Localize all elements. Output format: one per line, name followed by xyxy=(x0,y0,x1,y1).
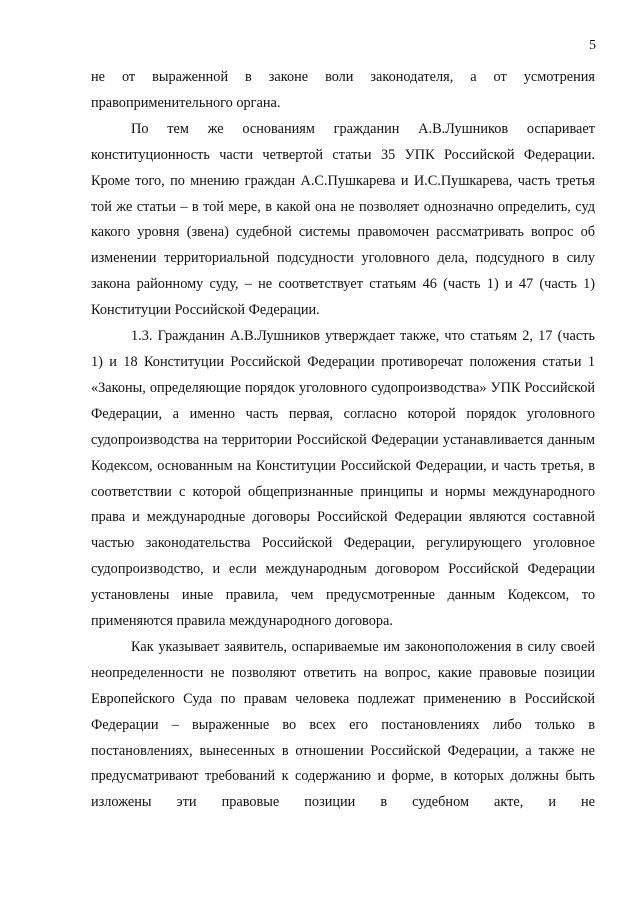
paragraph-lushnikov-article-35: По тем же основаниям гражданин А.В.Лушников оспаривает конституционность части четвертой статьи 35 УПК Российской Федерации. Кроме того, по мнению граждан А.С.Пушкарева и И.С.Пушкарева, часть третья той же статьи – в той мере, в какой она не позволяет однозначно определить, суд какого уровня (звена) судебной системы правомочен рассматривать вопрос об изменении территориальной подсудности уголовного дела, подсудного в силу закона районному суду, – не соответствует статьям 46 (часть 1) и 47 (часть 1) Конституции Российской Федерации. xyxy=(91,120,595,319)
page-number: 5 xyxy=(589,38,596,53)
paragraph-continuation: не от выраженной в законе воли законодателя, а от усмотрения правоприменительного органа. xyxy=(91,69,595,111)
paragraph-1-3: 1.3. Гражданин А.В.Лушников утверждает также, что статьям 2, 17 (часть 1) и 18 Конституции Российской Федерации противоречат положения статьи 1 «Законы, определяющие порядок уголовного судопроизводства» УПК Российской Федерации, а именно часть первая, согласно которой порядок уголовного судопроизводства на территории Российской Федерации устанавливается данным Кодексом, основанным на Конституции Российской Федерации, и часть третья, в соответствии с которой общепризнанные принципы и нормы международного права и международные договоры Российской Федерации являются составной частью законодательства Российской Федерации, регулирующего уголовное судопроизводство, и если международным договором Российской Федерации установлены иные правила, чем предусмотренные данным Кодексом, то применяются правила международного договора. xyxy=(91,328,595,630)
paragraph-applicant-claims: Как указывает заявитель, оспариваемые им законоположения в силу своей неопределенности не позволяют ответить на вопрос, какие правовые позиции Европейского Суда по правам человека подлежат применению в Российской Федерации – выраженные во всех его постановлениях либо только в постановлениях, вынесенных в отношении Российской Федерации, а также не предусматривают требований к содержанию и форме, в которых должны быть изложены эти правовые позиции в судебном акте, и не xyxy=(91,638,595,811)
document-body xyxy=(91,65,595,816)
